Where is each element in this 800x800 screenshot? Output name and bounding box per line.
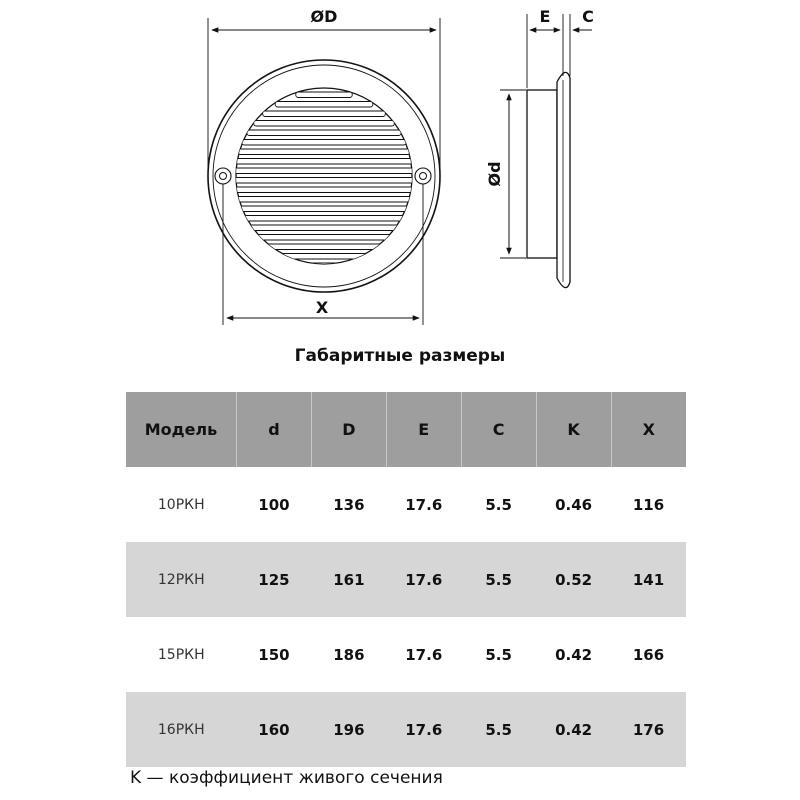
grille-slat [238,149,410,155]
grille-slat [234,168,413,174]
cell-X: 141 [611,542,686,617]
cell-D: 161 [311,542,386,617]
table-row [126,617,686,692]
cell-X: 116 [632,495,665,514]
grille-slat [275,102,373,108]
side-view [485,7,594,288]
cell-K: 0.52 [536,542,611,617]
mounting-distance-label: X [315,298,329,317]
flange-e-label: E [539,7,551,26]
header-D: D [311,392,386,467]
header-d: d [237,392,312,467]
dimensions-table [126,392,686,767]
cell-model: 12РКН [126,542,237,617]
cell-model: 10РКН [157,496,205,513]
cell-d: 150 [258,645,290,664]
cell-E: 17.6 [405,645,443,664]
cell-d: 100 [258,495,290,514]
grille-drawing [0,0,800,340]
cell-E: 17.6 [386,542,461,617]
grille-slat [234,178,414,184]
technical-drawing [0,0,800,340]
cell-X: 176 [611,692,686,767]
table-row [126,542,686,617]
cell-E: 17.6 [405,495,443,514]
grille-slat [242,140,406,146]
grille-slat [256,235,391,241]
table-row [126,467,686,542]
grille-slat [254,121,395,127]
cell-E: 17.6 [386,692,461,767]
cell-C: 5.5 [485,495,512,514]
header-model: Модель [126,392,237,467]
footnote: K — коэффициент живого сечения [130,768,443,788]
grille-slat [236,197,411,203]
grille-slat [239,206,408,212]
cell-model: 16РКН [126,692,237,767]
table-row [126,692,686,767]
grille-slat [243,216,404,222]
cell-K: 0.42 [536,692,611,767]
cell-C: 5.5 [461,692,536,767]
header-K: K [536,392,611,467]
cell-K: 0.46 [555,495,593,514]
table-header-row [126,392,686,467]
grille-slat [235,187,414,193]
inner-diameter-label: Ød [485,161,504,187]
table-title: Габаритные размеры [294,346,506,366]
header-X: X [611,392,686,467]
front-view [208,7,440,325]
grille-slat [247,130,401,136]
grille-slat [266,244,382,250]
flange-c-label: C [582,7,594,26]
cell-K: 0.42 [555,645,593,664]
grille-slat [263,111,386,117]
cell-D: 186 [333,645,365,664]
grille-slat [236,159,412,165]
cell-C: 5.5 [485,645,512,664]
cell-d: 125 [237,542,312,617]
outer-diameter-label: ØD [310,7,338,26]
cell-X: 166 [632,645,665,664]
cell-d: 160 [237,692,312,767]
cell-C: 5.5 [461,542,536,617]
cell-model: 15РКН [157,646,205,663]
cell-D: 196 [311,692,386,767]
grille-slat [249,225,399,231]
cell-D: 136 [333,495,365,514]
grille-slat [296,92,352,98]
header-C: C [461,392,536,467]
grille-slat [280,254,367,260]
header-E: E [386,392,461,467]
